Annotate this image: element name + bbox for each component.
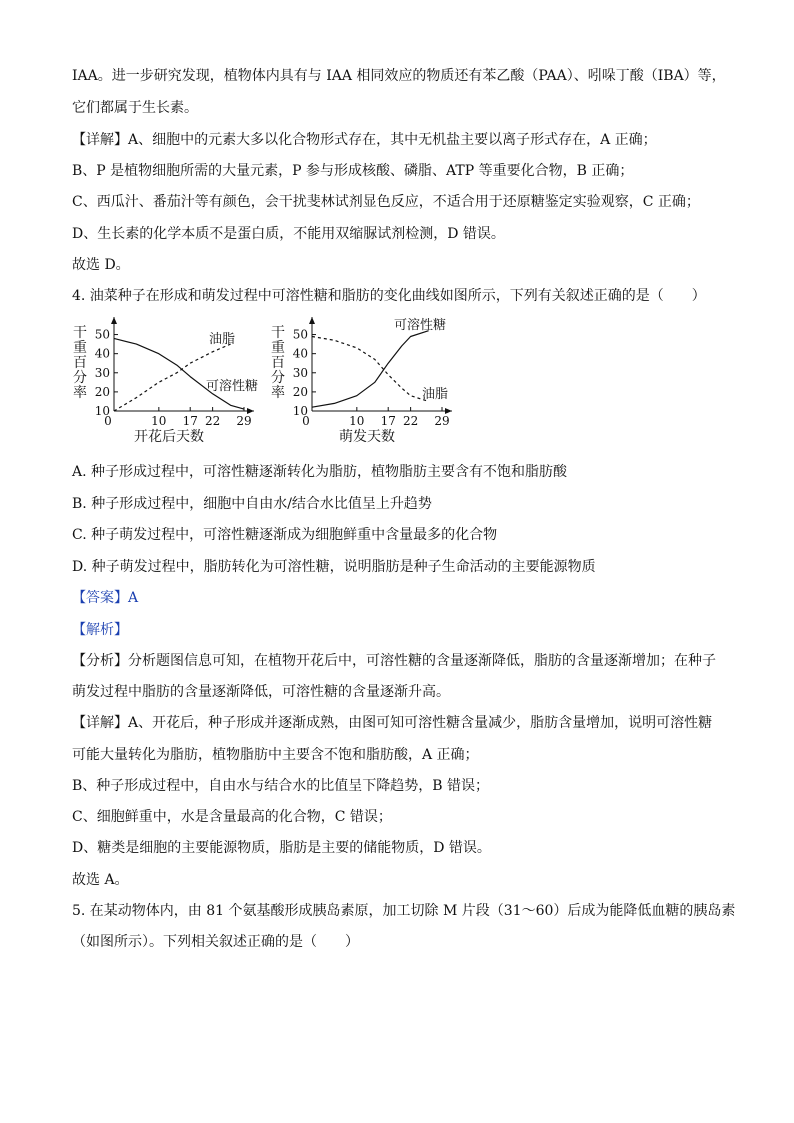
option-a: A. 种子形成过程中，可溶性糖逐渐转化为脂肪，植物脂肪主要含有不饱和脂肪酸 [72,464,568,480]
series-label: 油脂 [421,387,449,402]
y-axis-arrow [309,317,315,324]
question-4: 4. 油菜种子在形成和萌发过程中可溶性糖和脂肪的变化曲线如图所示，下列有关叙述正确的是（ ） [72,288,706,304]
option-c: C. 种子萌发过程中，可溶性糖逐渐成为细胞鲜重中含量最多的化合物 [72,527,498,543]
detail-line-5: D、糖类是细胞的主要能源物质，脂肪是主要的储能物质，D 错误。 [72,840,491,856]
y-tick-label: 30 [94,365,110,380]
line-4: B、P 是植物细胞所需的大量元素，P 参与形成核酸、磷脂、ATP 等重要化合物，B 正确； [72,163,634,179]
detail-line-6: 故选 A。 [72,872,129,888]
x-tick-label: 10 [151,414,167,428]
y-axis-label-char: 重 [271,340,285,356]
line-1: IAA。进一步研究发现，植物体内具有与 IAA 相同效应的物质还有苯乙酸（PAA）、吲哚丁酸（IBA）等， [72,68,726,84]
y-tick-label: 30 [292,365,308,380]
chart-flowering-svg [72,315,282,455]
question-5-line-1: 5. 在某动物体内，由 81 个氨基酸形成胰岛素原，加工切除 M 片段（31～60）后成为能降低血糖的胰岛素 [72,903,736,919]
y-tick-label: 50 [94,327,110,342]
y-tick-label: 20 [292,384,308,399]
question-5-line-2: （如图所示）。下列相关叙述正确的是（ ） [72,934,359,950]
y-tick-label: 10 [292,404,308,418]
y-tick-label: 10 [94,404,110,418]
y-axis-label-char: 干 [73,325,87,341]
x-tick-label: 10 [349,414,365,428]
y-axis-arrow [111,317,117,324]
series-label: 可溶性糖 [393,318,447,333]
line-5: C、西瓜汁、番茄汁等有颜色，会干扰斐林试剂显色反应，不适合用于还原糖鉴定实验观察，C 正确； [72,194,700,210]
y-axis-label-char: 率 [271,385,285,401]
x-axis-label: 开花后天数 [134,429,204,445]
detail-line-3: B、种子形成过程中，自由水与结合水的比值呈下降趋势，B 错误； [72,778,490,794]
x-tick-label: 29 [434,414,450,428]
y-tick-label: 40 [292,346,308,361]
x-tick-label: 17 [380,414,396,428]
analysis-line-2: 萌发过程中脂肪的含量逐渐降低，可溶性糖的含量逐渐升高。 [72,684,450,700]
option-b: B. 种子形成过程中，细胞中自由水/结合水比值呈上升趋势 [72,496,432,512]
detail-line-1: 【详解】A、开花后，种子形成并逐渐成熟，由图可知可溶性糖含量减少，脂肪含量增加，说明可溶性糖 [72,715,713,731]
x-tick-label: 0 [302,414,310,428]
line-6: D、生长素的化学本质不是蛋白质，不能用双缩脲试剂检测，D 错误。 [72,226,505,242]
y-axis-label-char: 率 [73,385,87,401]
series-label: 油脂 [208,332,236,347]
y-tick-label: 50 [292,327,308,342]
series-line [312,337,429,402]
series-label: 可溶性糖 [205,379,259,394]
line-3: 【详解】A、细胞中的元素大多以化合物形式存在，其中无机盐主要以离子形式存在，A 正确； [72,132,657,148]
y-tick-label: 20 [94,384,110,399]
line-7: 故选 D。 [72,257,130,273]
chart-germination [270,315,480,459]
y-axis-label-char: 干 [271,325,285,341]
chart-flowering [72,315,282,459]
analysis-label: 【解析】 [72,622,128,638]
y-axis-label-char: 重 [73,340,87,356]
option-d: D. 种子萌发过程中，脂肪转化为可溶性糖，说明脂肪是种子生命活动的主要能源物质 [72,559,596,575]
x-tick-label: 22 [402,414,419,428]
detail-line-2: 可能大量转化为脂肪，植物脂肪中主要含不饱和脂肪酸，A 正确； [72,747,479,763]
detail-line-4: C、细胞鲜重中，水是含量最高的化合物，C 错误； [72,809,392,825]
series-line [312,331,429,408]
x-tick-label: 29 [236,414,252,428]
analysis-line-1: 【分析】分析题图信息可知，在植物开花后中，可溶性糖的含量逐渐降低，脂肪的含量逐渐增加；在种子 [72,653,716,669]
line-2: 它们都属于生长素。 [72,100,198,116]
answer-label: 【答案】A [72,590,139,606]
x-tick-label: 0 [104,414,112,428]
x-tick-label: 22 [204,414,221,428]
y-axis-label-char: 百 [73,355,87,371]
y-axis-label-char: 百 [271,355,285,371]
series-line [114,344,231,411]
chart-germination-svg [270,315,480,455]
y-axis-label-char: 分 [73,370,87,386]
x-axis-label: 萌发天数 [339,429,395,445]
y-tick-label: 40 [94,346,110,361]
y-axis-label-char: 分 [271,370,285,386]
series-line [114,338,244,409]
x-tick-label: 17 [182,414,198,428]
